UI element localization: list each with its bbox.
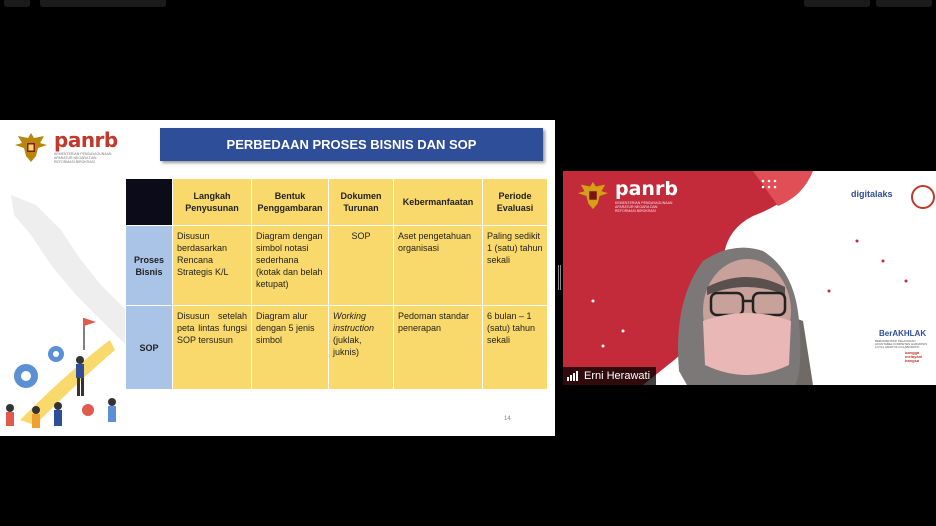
video-panrb-logo	[577, 179, 678, 213]
table-cell	[329, 306, 394, 390]
garuda-emblem-icon	[577, 179, 609, 211]
cell-extra: (juklak, juknis)	[333, 335, 362, 357]
column-header: Bentuk Penggambaran	[252, 179, 329, 226]
digitalaks-logo: digitalaks	[851, 189, 893, 199]
participant-name: Erni Herawati	[584, 370, 651, 382]
split-view-handle[interactable]	[558, 265, 561, 290]
view-button[interactable]	[804, 0, 870, 7]
italic-term: Working instruction	[333, 311, 375, 333]
slide-title: PERBEDAAN PROSES BISNIS DAN SOP	[160, 128, 543, 161]
table-cell: Disusun berdasarkan Rencana Strategis K/L	[173, 226, 252, 306]
bangga-melayani-logo: bangga melayani bangsa	[905, 350, 923, 363]
column-header: Langkah Penyusunan	[173, 179, 252, 226]
page-number: 14	[504, 416, 511, 422]
top-bar-title[interactable]	[40, 0, 166, 7]
meeting-top-bar	[0, 0, 936, 10]
teamwork-illustration	[0, 310, 130, 436]
row-header: SOP	[126, 306, 173, 390]
top-bar-button[interactable]	[4, 0, 30, 7]
table-row	[126, 306, 548, 390]
table-cell: SOP	[329, 226, 394, 306]
table-row	[126, 226, 548, 306]
participant-video-tile[interactable]	[563, 171, 936, 385]
shared-screen-slide	[0, 120, 555, 436]
column-header: Dokumen Turunan	[329, 179, 394, 226]
berakhlak-subtitle: BERORIENTASI PELAYANAN AKUNTABEL KOMPETEN HARMONIS LOYAL ADAPTIF KOLABORATIF	[875, 339, 928, 349]
column-header: Periode Evaluasi	[483, 179, 548, 226]
berakhlak-slogan: BerAKHLAK	[879, 329, 927, 338]
exit-fullscreen-button[interactable]	[876, 0, 932, 7]
brand-name: panrb	[54, 128, 118, 152]
table-header-row	[126, 179, 548, 226]
connection-signal-icon	[567, 371, 579, 381]
table-cell: Paling sedikit 1 (satu) tahun sekali	[483, 226, 548, 306]
column-header: Kebermanfaatan	[394, 179, 483, 226]
garuda-emblem-icon	[14, 130, 48, 164]
brand-subtitle: KEMENTERIAN PENDAYAGUNAAN APARATUR NEGARA DAN REFORMASI BIROKRASI	[54, 152, 112, 164]
row-header: Proses Bisnis	[126, 226, 173, 306]
table-cell: Diagram dengan simbol notasi sederhana (kotak dan belah ketupat)	[252, 226, 329, 306]
participant-name-bar	[563, 367, 656, 385]
video-brand-subtitle: KEMENTERIAN PENDAYAGUNAAN APARATUR NEGARA DAN REFORMASI BIROKRASI	[615, 201, 673, 213]
table-corner-cell	[126, 179, 173, 226]
table-cell: 6 bulan – 1 (satu) tahun sekali	[483, 306, 548, 390]
video-brand-name: panrb	[615, 178, 678, 200]
table-cell: Diagram alur dengan 5 jenis simbol	[252, 306, 329, 390]
comparison-table	[125, 178, 548, 390]
table-cell: Aset pengetahuan organisasi	[394, 226, 483, 306]
ministry-seal-icon	[911, 185, 935, 209]
table-cell: Disusun setelah peta lintas fungsi SOP tersusun	[173, 306, 252, 390]
panrb-logo	[14, 130, 118, 164]
table-cell: Pedoman standar penerapan	[394, 306, 483, 390]
